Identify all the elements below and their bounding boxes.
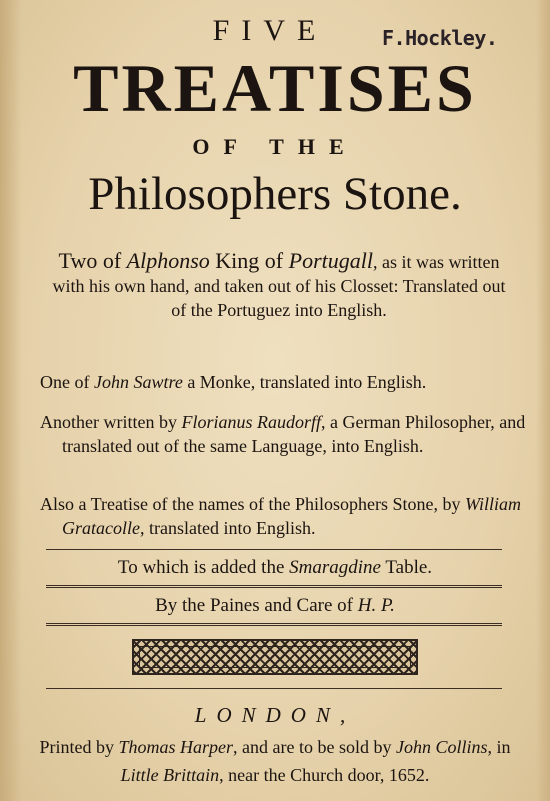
treatise-alphonso [44,248,514,322]
imprint-in: , in [487,737,511,757]
title-line-philosophers-stone: Philosophers Stone. [88,168,462,220]
treatise-sawtre [40,370,520,394]
printers-ornament-icon [132,639,418,675]
treatise-gratacolle-rest: , translated into English. [140,518,316,538]
treatise-raudorff [40,410,532,458]
treatise-sawtre-lead: One of [40,372,94,392]
treatise-alphonso-lead: Two of [58,248,127,273]
smaragdine-name: Smaragdine [289,557,381,578]
imprint-printer: Thomas Harper [118,737,233,757]
author-raudorff: Florianus Raudorff [181,412,321,432]
treatise-raudorff-rest: , a German Philosopher, and translated out of the same Language, into English. [62,412,526,456]
author-alphonso: Alphonso [126,248,210,273]
paines-lead: By the Paines and Care of [155,595,358,616]
imprint-seller: John Collins [395,737,488,757]
treatise-raudorff-lead: Another written by [40,412,182,432]
treatise-sawtre-rest: a Monke, translated into English. [182,372,427,392]
treatise-gratacolle [40,492,532,540]
added-rest: Table. [380,557,433,578]
treatise-alphonso-king: King of [209,248,289,273]
imprint-lead: Printed by [39,737,119,757]
imprint-city: LONDON, [194,703,356,727]
treatise-gratacolle-lead: Also a Treatise of the names of the Philosophers Stone, by [40,494,465,514]
title-line-treatises: TREATISES [73,50,477,126]
author-gratacolle: William Gratacolle [62,494,521,538]
divider-double-rule [46,623,502,626]
divider-rule [46,549,502,550]
treatise-alphonso-rest: , as it was written with his own hand, and taken out of his Closset: Translated out of the Portuguez into English. [52,252,506,320]
imprint-date: , near the Church door, 1652. [219,765,430,785]
divider-rule [46,688,502,689]
added-lead: To which is added the [117,557,290,578]
imprint-sold: , and are to be sold by [233,737,396,757]
imprint-line [30,733,520,789]
paines-line [0,595,550,617]
title-line-five: FIVE [212,14,328,47]
author-sawtre: John Sawtre [93,372,183,392]
place-portugall: Portugall [288,248,373,273]
added-line [0,557,550,579]
imprint-street: Little Brittain [120,765,220,785]
title-line-of-the: OF THE [192,134,358,159]
divider-double-rule [46,585,502,588]
owner-signature: F.Hockley. [382,26,498,50]
paines-initials: H. P. [357,595,395,616]
